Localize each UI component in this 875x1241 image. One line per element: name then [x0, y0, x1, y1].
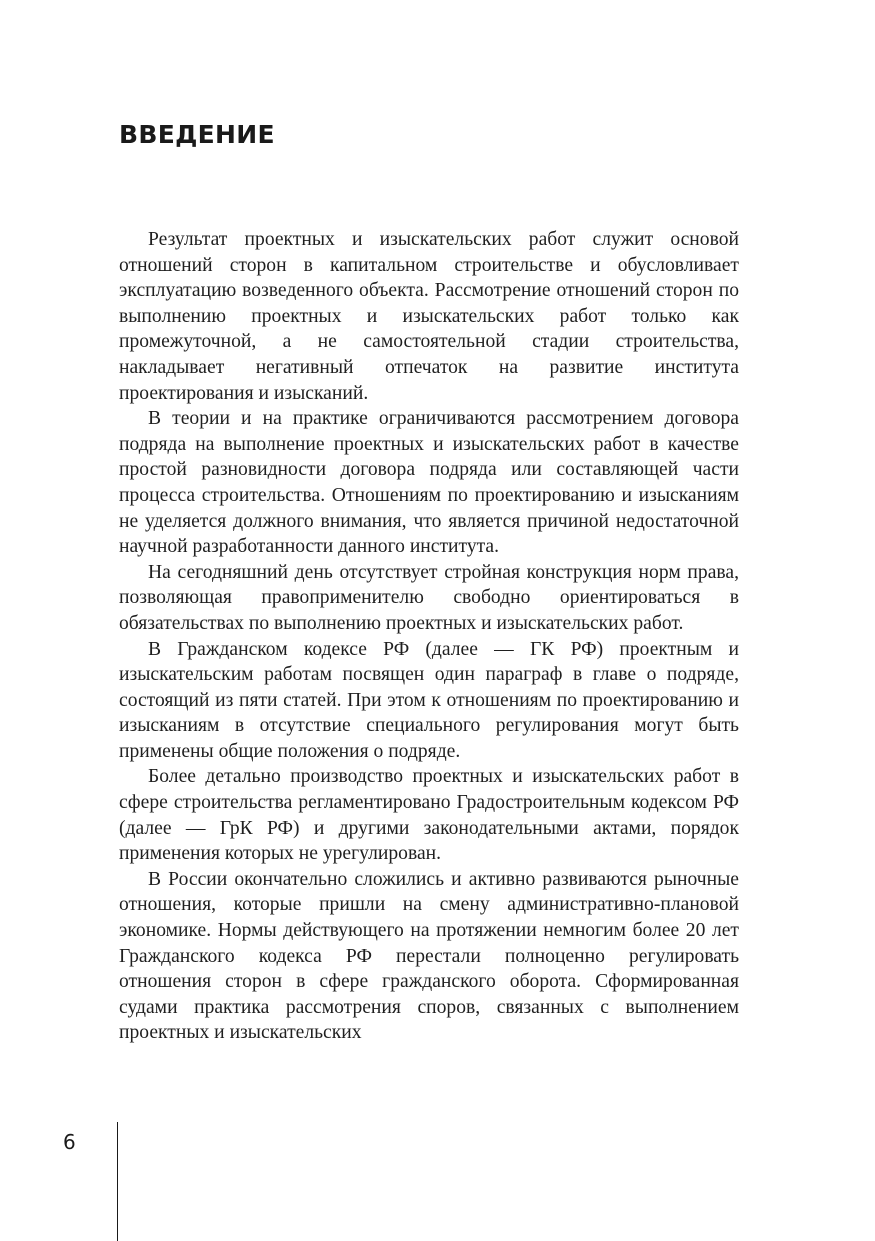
body-text: [119, 227, 739, 1046]
page-number: 6: [63, 1130, 76, 1154]
paragraph: Более детально производство проектных и изыскательских работ в сфере строительства регламентировано Градостроительным кодексом РФ (далее — ГрК РФ) и другими законодательными актами, порядок применения которых не урегулирован.: [119, 766, 739, 865]
paragraph: В Гражданском кодексе РФ (далее — ГК РФ) проектным и изыскательским работам посвящен один параграф в главе о подряде, состоящий из пяти статей. При этом к отношениям по проектированию и изысканиям в отсутствие специального регулирования могут быть применены общие положения о подряде.: [119, 638, 739, 762]
paragraph: В теории и на практике ограничиваются рассмотрением договора подряда на выполнение проектных и изыскательских работ в качестве простой разновидности договора подряда или составляющей части процесса строительства. Отношениям по проектированию и изысканиям не уделяется должного внимания, что является причиной недостаточной научной разработанности данного института.: [119, 408, 739, 558]
margin-rule: [117, 1122, 118, 1241]
chapter-title: ВВЕДЕНИЕ: [119, 120, 275, 149]
paragraph: На сегодняшний день отсутствует стройная конструкция норм права, позволяющая правоприменителю свободно ориентироваться в обязательствах по выполнению проектных и изыскательских работ.: [119, 561, 739, 634]
paragraph: Результат проектных и изыскательских работ служит основой отношений сторон в капитальном строительстве и обусловливает эксплуатацию возведенного объекта. Рассмотрение отношений сторон по выполнению проектных и изыскательских работ только как промежуточной, а не самостоятельной стадии строительства, накладывает негативный отпечаток на развитие института проектирования и изысканий.: [119, 229, 739, 404]
paragraph: В России окончательно сложились и активно развиваются рыночные отношения, которые пришли на смену административно-плановой экономике. Нормы действующего на протяжении немногим более 20 лет Гражданского кодекса РФ перестали полноценно регулировать отношения сторон в сфере гражданского оборота. Сформированная судами практика рассмотрения споров, связанных с выполнением проектных и изыскательских: [119, 868, 739, 1044]
